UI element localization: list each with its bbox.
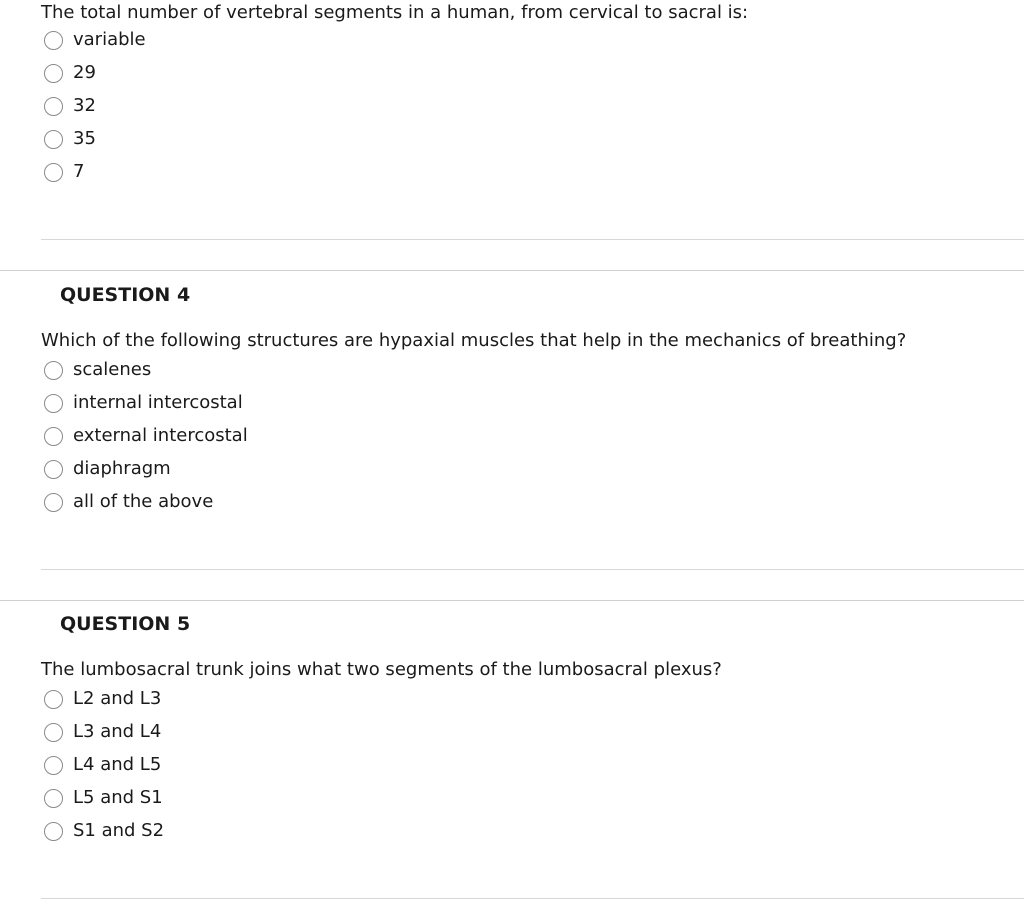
option-label: diaphragm [73,458,171,479]
radio-button[interactable] [44,460,63,479]
question-5-option-4[interactable] [0,784,300,812]
radio-button[interactable] [44,64,63,83]
question-4-option-3[interactable] [0,422,300,450]
question-3-option-4[interactable] [0,125,300,153]
question-5-heading: QUESTION 5 [60,613,191,635]
radio-button[interactable] [44,130,63,149]
radio-button[interactable] [44,493,63,512]
radio-button[interactable] [44,756,63,775]
option-label: internal intercostal [73,392,243,413]
question-3-option-1[interactable] [0,26,300,54]
question-3-text: The total number of vertebral segments in a human, from cervical to sacral is: [41,2,749,23]
radio-button[interactable] [44,163,63,182]
question-4-option-5[interactable] [0,488,300,516]
option-label: L2 and L3 [73,688,162,709]
question-5-option-2[interactable] [0,718,300,746]
question-5-option-3[interactable] [0,751,300,779]
radio-button[interactable] [44,427,63,446]
question-3-option-3[interactable] [0,92,300,120]
question-5-option-5[interactable] [0,817,300,845]
option-label: 35 [73,128,96,149]
radio-button[interactable] [44,31,63,50]
option-label: L3 and L4 [73,721,162,742]
question-divider [41,569,1024,570]
question-3-option-2[interactable] [0,59,300,87]
option-label: variable [73,29,146,50]
option-label: 32 [73,95,96,116]
radio-button[interactable] [44,723,63,742]
radio-button[interactable] [44,690,63,709]
question-5-option-1[interactable] [0,685,300,713]
radio-button[interactable] [44,361,63,380]
option-label: all of the above [73,491,214,512]
radio-button[interactable] [44,789,63,808]
radio-button[interactable] [44,97,63,116]
section-divider [0,600,1024,601]
option-label: L4 and L5 [73,754,162,775]
option-label: 29 [73,62,96,83]
radio-button[interactable] [44,394,63,413]
option-label: L5 and S1 [73,787,163,808]
question-5-text: The lumbosacral trunk joins what two segments of the lumbosacral plexus? [41,659,722,680]
option-label: S1 and S2 [73,820,165,841]
section-divider [0,270,1024,271]
option-label: 7 [73,161,85,182]
option-label: scalenes [73,359,152,380]
question-3-option-5[interactable] [0,158,300,186]
option-label: external intercostal [73,425,248,446]
question-4-option-1[interactable] [0,356,300,384]
radio-button[interactable] [44,822,63,841]
question-divider [41,239,1024,240]
question-divider [41,898,1024,899]
question-4-text: Which of the following structures are hypaxial muscles that help in the mechanics of breathing? [41,330,907,351]
question-4-option-4[interactable] [0,455,300,483]
question-4-option-2[interactable] [0,389,300,417]
question-4-heading: QUESTION 4 [60,284,191,306]
